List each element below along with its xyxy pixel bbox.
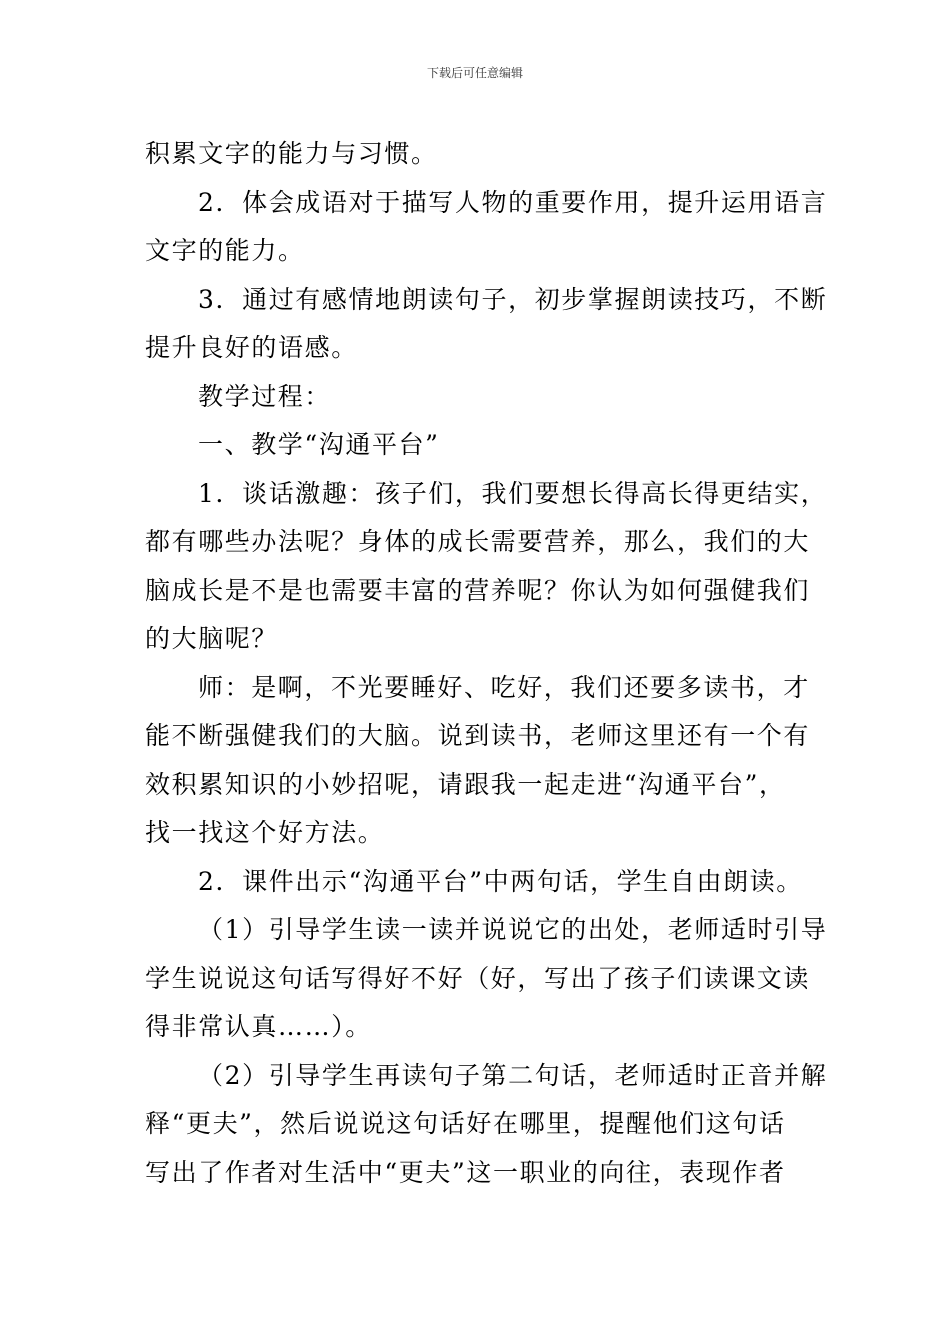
text-line-7: 一、教学“沟通平台” [198,430,440,459]
text-line-1: 积累文字的能力与习惯。 [145,139,438,168]
text-line-5: 提升良好的语感。 [145,333,358,362]
text-line-22: 写出了作者对生活中“更夫”这一职业的向往，表现作者 [145,1157,786,1187]
document-body [145,130,828,1197]
text-line-14: 效积累知识的小妙招呢，请跟我一起走进“沟通平台”， [145,769,786,799]
text-line-18: 学生说说这句话写得好不好（好，写出了孩子们读课文读 [145,963,811,993]
text-line-11: 的大脑呢？ [145,624,279,653]
text-line-20: （2）引导学生再读句子第二句话，老师适时正音并解 [198,1060,828,1090]
page-header: 下载后可任意编辑 [426,66,523,80]
text-line-2: 2．体会成语对于描写人物的重要作用，提升运用语言 [198,187,828,217]
text-line-3: 文字的能力。 [145,236,305,265]
text-line-12: 师：是啊，不光要睡好、吃好，我们还要多读书，才 [198,672,810,702]
text-line-4: 3．通过有感情地朗读句子，初步掌握朗读技巧，不断 [198,284,828,314]
text-line-8: 1．谈话激趣：孩子们，我们要想长得高长得更结实， [198,478,828,508]
text-line-21: 释“更夫”，然后说说这句话好在哪里，提醒他们这句话 [145,1109,786,1138]
text-line-10: 脑成长是不是也需要丰富的营养呢？你认为如何强健我们 [145,575,811,605]
text-line-15: 找一找这个好方法。 [145,818,385,847]
text-line-16: 2．课件出示“沟通平台”中两句话，学生自由朗读。 [198,866,803,896]
text-line-9: 都有哪些办法呢？身体的成长需要营养，那么，我们的大 [145,527,811,556]
text-line-13: 能不断强健我们的大脑。说到读书，老师这里还有一个有 [145,721,811,750]
text-line-19: 得非常认真……）。 [145,1012,372,1041]
text-line-6: 教学过程： [198,381,332,411]
text-line-17: （1）引导学生读一读并说说它的出处，老师适时引导 [198,915,828,944]
